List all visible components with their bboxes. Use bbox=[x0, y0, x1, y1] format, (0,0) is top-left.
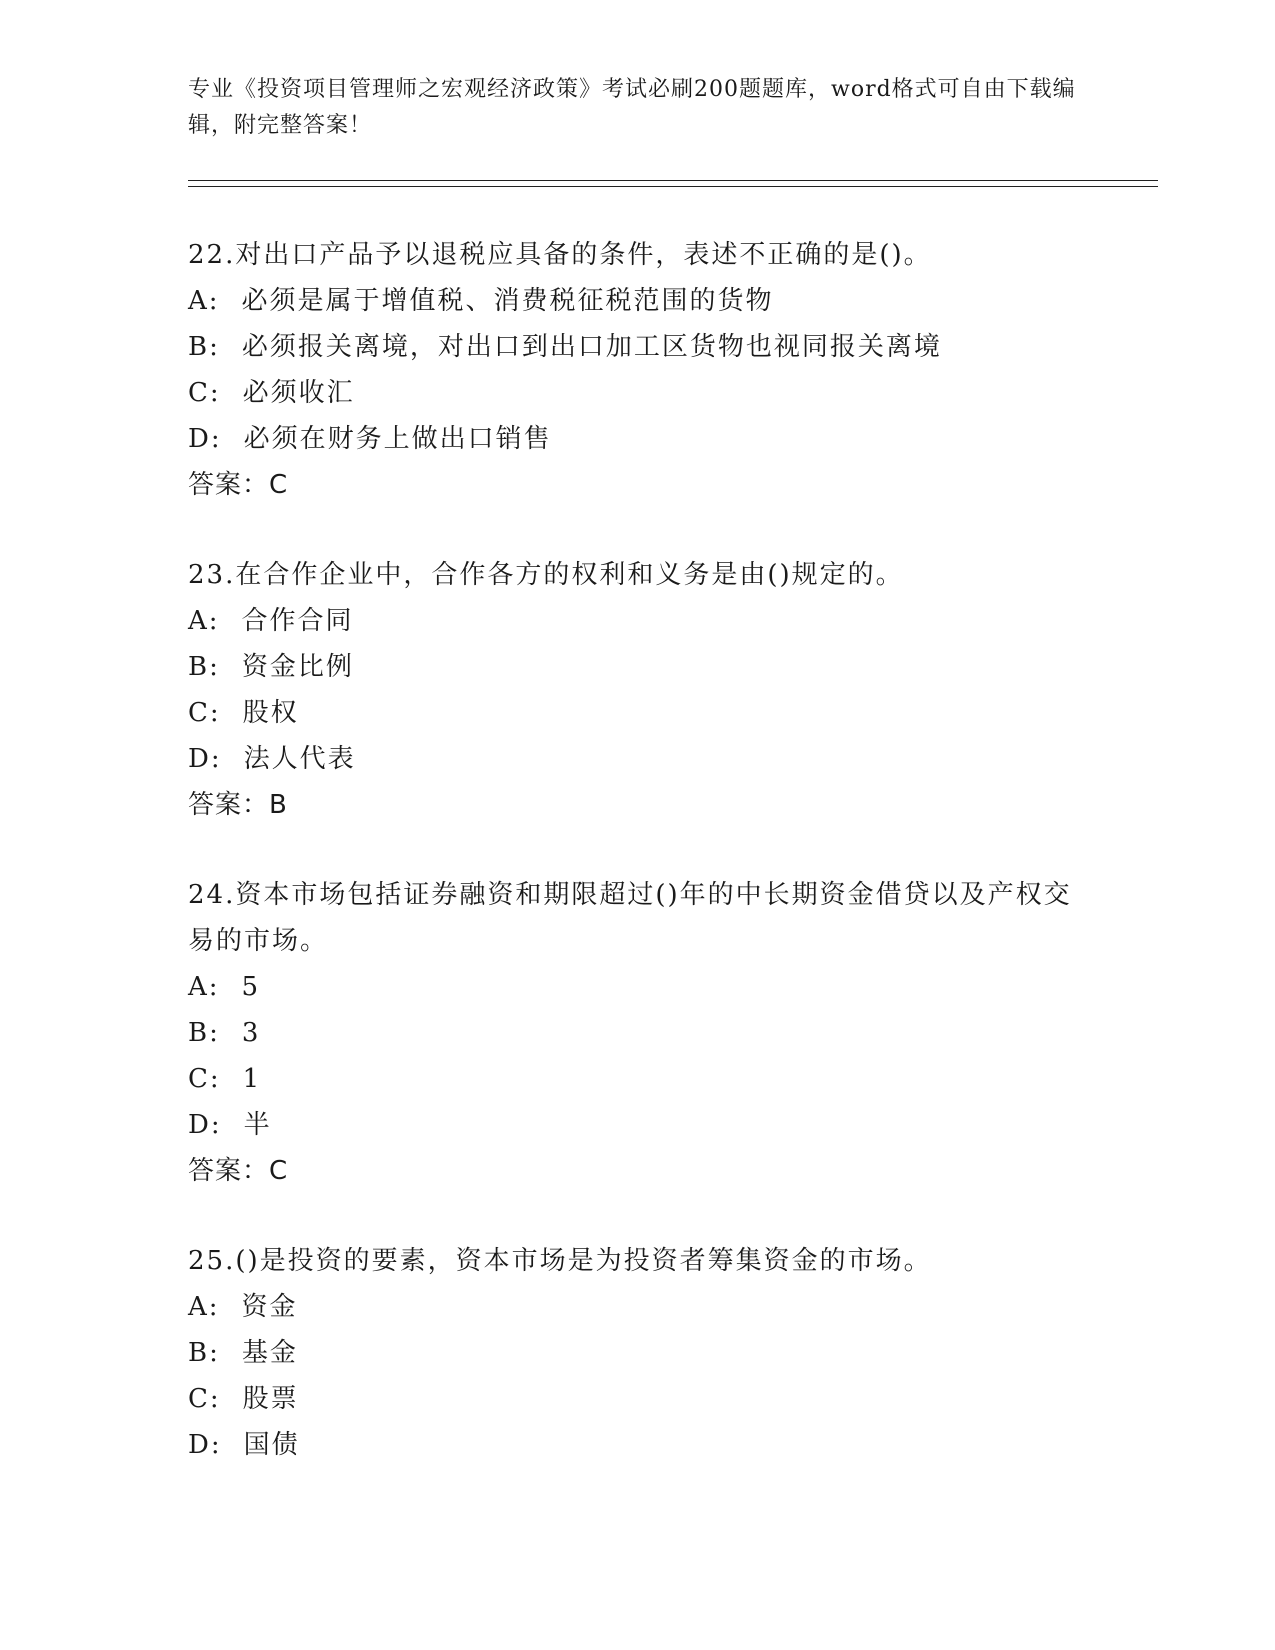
header-divider-top bbox=[188, 180, 1158, 181]
option-key: D: bbox=[188, 424, 222, 454]
option-text: 基金 bbox=[241, 1338, 298, 1368]
question-stem: 25.()是投资的要素，资本市场是为投资者筹集资金的市场。 bbox=[188, 1246, 932, 1276]
answer-line: 答案：B bbox=[188, 790, 288, 820]
option-text: 资金比例 bbox=[241, 652, 354, 682]
option-c bbox=[188, 370, 1088, 416]
option-text: 必须是属于增值税、消费税征税范围的货物 bbox=[241, 286, 774, 316]
option-key: D: bbox=[188, 1430, 222, 1460]
option-key: B: bbox=[188, 1338, 220, 1368]
option-b bbox=[188, 1330, 1088, 1376]
question-22 bbox=[188, 232, 1088, 508]
option-key: B: bbox=[188, 652, 220, 682]
option-key: A: bbox=[188, 286, 220, 316]
document-header: 专业《投资项目管理师之宏观经济政策》考试必刷200题题库，word格式可自由下载编辑，附完整答案！ bbox=[188, 77, 1076, 138]
option-b bbox=[188, 644, 1088, 690]
option-key: A: bbox=[188, 606, 220, 636]
option-key: C: bbox=[188, 378, 221, 408]
option-text: 必须报关离境，对出口到出口加工区货物也视同报关离境 bbox=[241, 332, 942, 362]
option-key: A: bbox=[188, 1292, 220, 1322]
question-23 bbox=[188, 552, 1088, 828]
question-25 bbox=[188, 1238, 1088, 1468]
option-c bbox=[188, 690, 1088, 736]
option-key: D: bbox=[188, 1110, 222, 1140]
question-stem: 23.在合作企业中，合作各方的权利和义务是由()规定的。 bbox=[188, 560, 904, 590]
option-key: B: bbox=[188, 332, 220, 362]
option-a bbox=[188, 1284, 1088, 1330]
option-text: 资金 bbox=[241, 1292, 298, 1322]
option-key: A: bbox=[188, 972, 220, 1002]
option-b bbox=[188, 1010, 1088, 1056]
option-key: C: bbox=[188, 1064, 221, 1094]
option-a bbox=[188, 278, 1088, 324]
option-c bbox=[188, 1376, 1088, 1422]
option-text: 法人代表 bbox=[243, 744, 356, 774]
option-c bbox=[188, 1056, 1088, 1102]
option-text: 国债 bbox=[243, 1430, 300, 1460]
question-stem: 24.资本市场包括证券融资和期限超过()年的中长期资金借贷以及产权交易的市场。 bbox=[188, 880, 1072, 956]
option-text: 股票 bbox=[242, 1384, 299, 1414]
answer-line: 答案：C bbox=[188, 1156, 289, 1186]
answer-line: 答案：C bbox=[188, 470, 289, 500]
option-text: 1 bbox=[242, 1064, 262, 1094]
option-d bbox=[188, 736, 1088, 782]
option-text: 3 bbox=[241, 1018, 261, 1048]
option-b bbox=[188, 324, 1088, 370]
option-text: 必须在财务上做出口销售 bbox=[243, 424, 552, 454]
option-text: 半 bbox=[243, 1110, 272, 1140]
option-d bbox=[188, 1102, 1088, 1148]
option-a bbox=[188, 598, 1088, 644]
question-stem: 22.对出口产品予以退税应具备的条件，表述不正确的是()。 bbox=[188, 240, 932, 270]
option-text: 股权 bbox=[242, 698, 299, 728]
header-divider-bottom bbox=[188, 186, 1158, 187]
option-key: C: bbox=[188, 1384, 221, 1414]
question-24 bbox=[188, 872, 1088, 1194]
option-text: 5 bbox=[241, 972, 261, 1002]
question-list bbox=[188, 232, 1088, 1512]
option-text: 必须收汇 bbox=[242, 378, 355, 408]
option-d bbox=[188, 1422, 1088, 1468]
option-key: D: bbox=[188, 744, 222, 774]
option-d bbox=[188, 416, 1088, 462]
option-key: B: bbox=[188, 1018, 220, 1048]
option-key: C: bbox=[188, 698, 221, 728]
option-a bbox=[188, 964, 1088, 1010]
option-text: 合作合同 bbox=[241, 606, 354, 636]
